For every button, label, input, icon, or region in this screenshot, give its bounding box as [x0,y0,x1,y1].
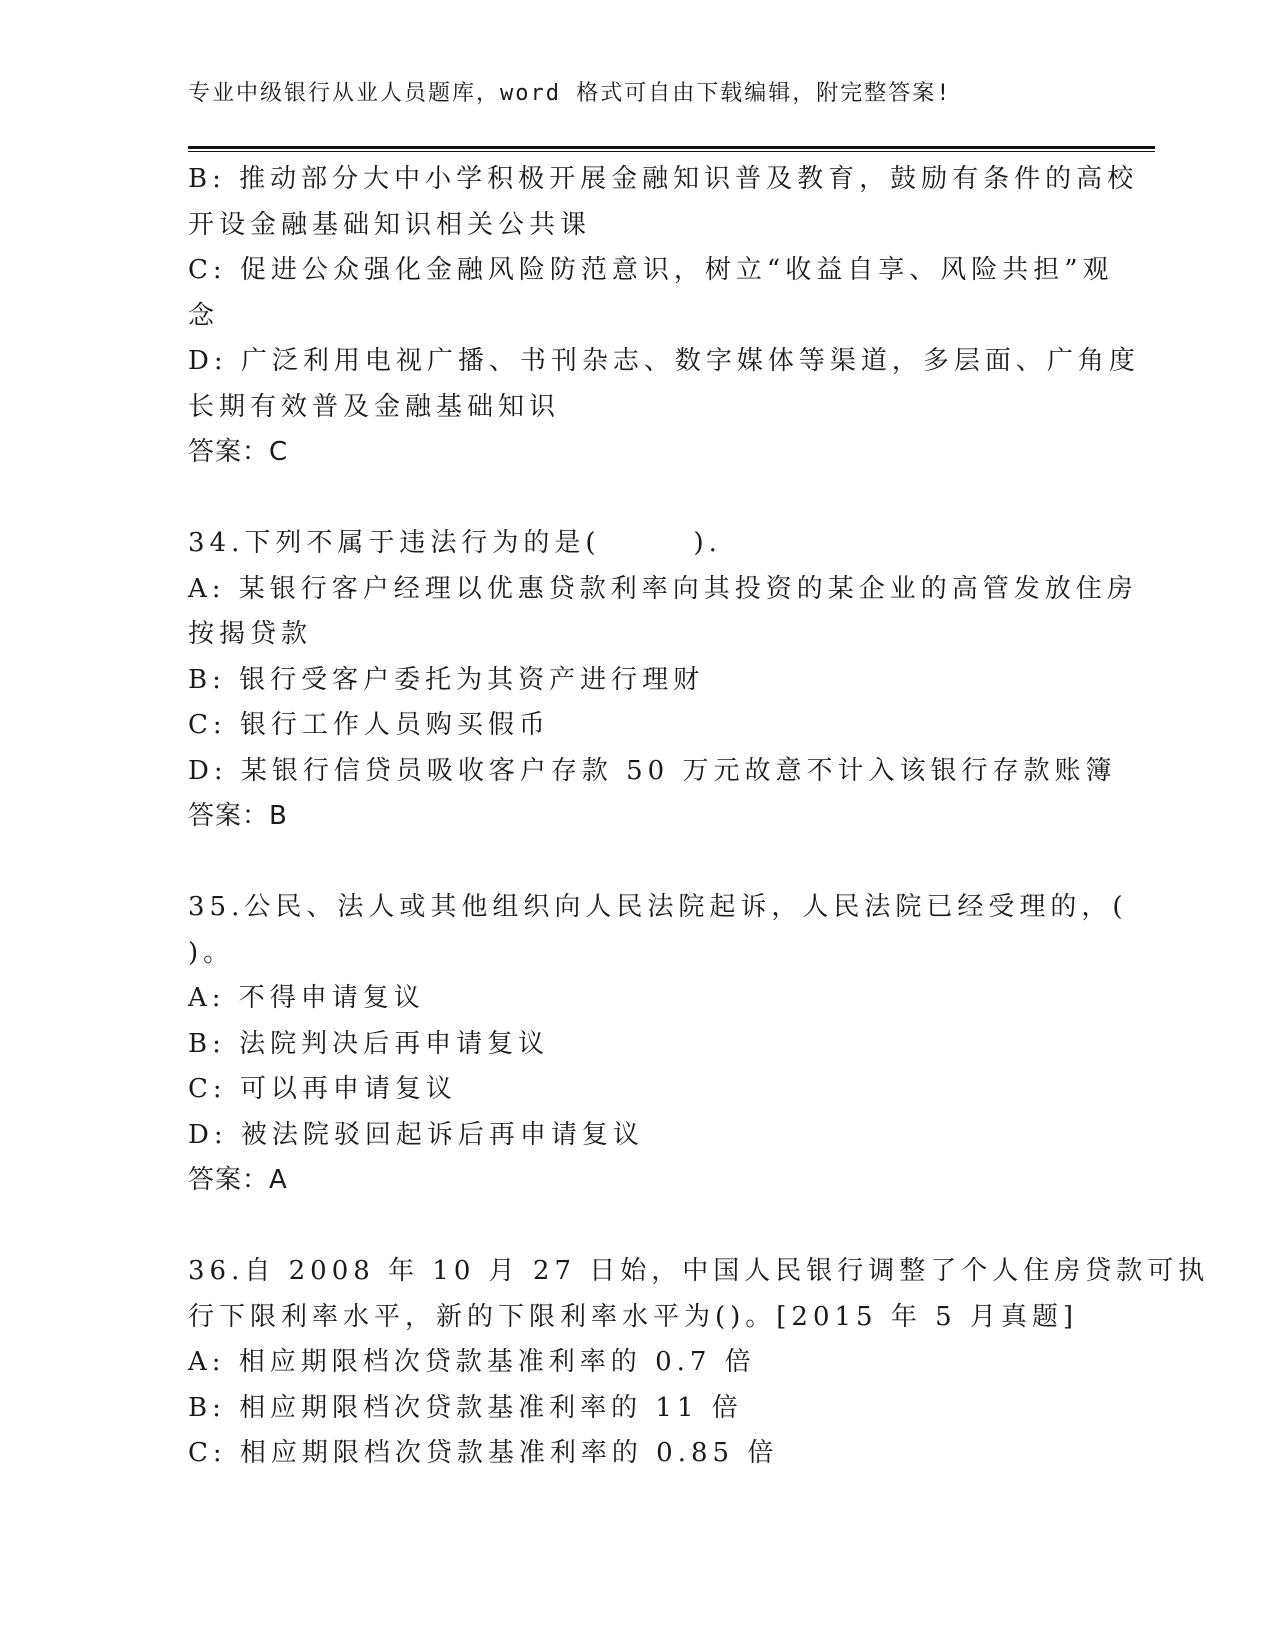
option-line: C: 可以再申请复议 [188,1074,457,1104]
question-stem: 36.自 2008 年 10 月 27 日始，中国人民银行调整了个人住房贷款可执 [188,1256,1210,1286]
spacer [188,840,1088,886]
question-stem: 34.下列不属于违法行为的是( ). [188,528,722,558]
question-block [188,885,1128,1204]
question-block [188,157,1140,476]
question-stem: 行下限利率水平，新的下限利率水平为()。[2015 年 5 月真题] [188,1301,1079,1332]
question-content [188,157,1210,1477]
option-line: B: 推动部分大中小学积极开展金融知识普及教育，鼓励有条件的高校 [188,164,1139,194]
option-line: D: 被法院驳回起诉后再申请复议 [188,1119,644,1150]
question-block [188,521,1138,840]
answer-line [188,794,1088,840]
spacer [188,1204,1088,1250]
option-line: C: 促进公众强化金融风险防范意识，树立“收益自享、风险共担”观 [188,255,1114,285]
option-line: A: 不得申请复议 [188,983,425,1013]
page-header: 专业中级银行从业人员题库，word 格式可自由下载编辑，附完整答案! [188,81,952,106]
question-stem: 35.公民、法人或其他组织向人民法院起诉，人民法院已经受理的，( [188,892,1128,922]
question-stem: )。 [188,937,235,968]
answer-label: 答案： [188,437,270,467]
answer-value: B [269,801,288,831]
option-line: D: 广泛利用电视广播、书刊杂志、数字媒体等渠道，多层面、广角度 [188,346,1140,376]
option-line: C: 银行工作人员购买假币 [188,710,550,740]
option-line: C: 相应期限档次贷款基准利率的 0.85 倍 [188,1438,779,1468]
answer-line [188,1158,1088,1204]
option-line: D: 某银行信贷员吸收客户存款 50 万元故意不计入该银行存款账簿 [188,755,1117,786]
answer-line [188,430,1088,476]
option-line: B: 银行受客户委托为其资产进行理财 [188,664,705,695]
option-line: A: 某银行客户经理以优惠贷款利率向其投资的某企业的高管发放住房 [188,573,1138,604]
option-line: 开设金融基础知识相关公共课 [188,209,592,240]
option-line: A: 相应期限档次贷款基准利率的 0.7 倍 [188,1347,756,1377]
option-line: 长期有效普及金融基础知识 [188,391,561,422]
answer-label: 答案： [188,1165,270,1195]
option-line: 念 [188,300,220,331]
question-block [188,1249,1210,1477]
header-divider [188,146,1155,152]
answer-value: C [269,437,289,467]
option-line: 按揭贷款 [188,619,313,649]
spacer [188,476,1088,522]
option-line: B: 法院判决后再申请复议 [188,1028,550,1059]
answer-label: 答案： [188,801,270,831]
option-line: B: 相应期限档次贷款基准利率的 11 倍 [188,1392,743,1423]
answer-value: A [269,1165,288,1195]
